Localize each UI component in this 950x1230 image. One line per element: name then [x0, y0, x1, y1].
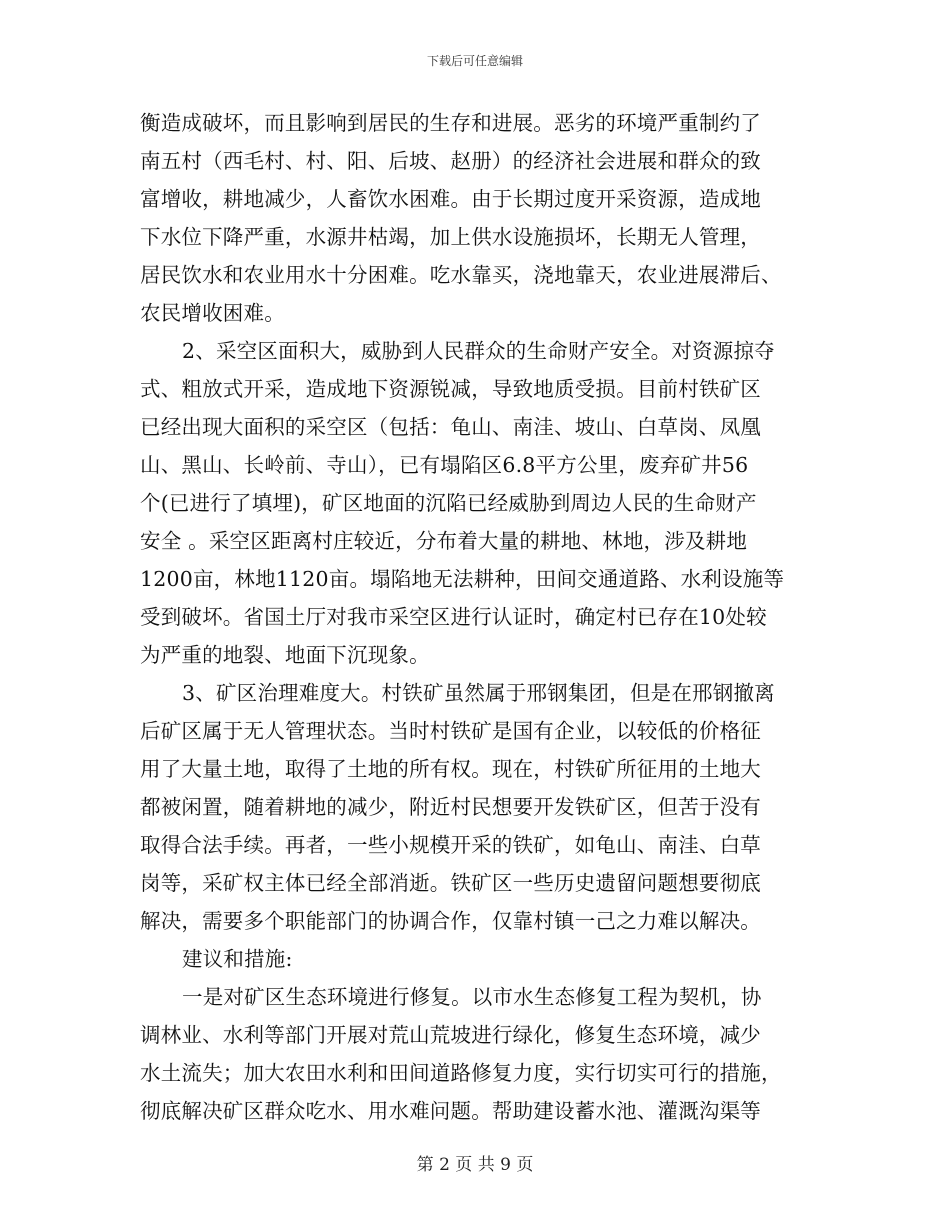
- text-line: 式、粗放式开采，造成地下资源锐减，导致地质受损。目前村铁矿区: [140, 377, 761, 401]
- text-line: 岗等，采矿权主体已经全部消逝。铁矿区一些历史遗留问题想要彻底: [140, 871, 761, 895]
- text-line: 居民饮水和农业用水十分困难。吃水靠买，浇地靠天，农业进展滞后、: [140, 263, 782, 287]
- text-line: 受到破坏。省国土厅对我市采空区进行认证时，确定村已存在10处较: [140, 605, 767, 629]
- text-line: 用了大量土地，取得了土地的所有权。现在，村铁矿所征用的土地大: [140, 757, 761, 781]
- text-line: 调林业、水利等部门开展对荒山荒坡进行绿化，修复生态环境，减少: [140, 1023, 761, 1047]
- section-heading: 建议和措施:: [182, 947, 293, 971]
- text-line: 农民增收困难。: [140, 301, 285, 325]
- document-body: [140, 104, 800, 1130]
- text-line: 为严重的地裂、地面下沉现象。: [140, 643, 430, 667]
- text-line: 解决，需要多个职能部门的协调合作，仅靠村镇一己之力难以解决。: [140, 909, 761, 933]
- text-line: 取得合法手续。再者，一些小规模开采的铁矿，如龟山、南洼、白草: [140, 833, 761, 857]
- text-line: 富增收，耕地减少，人畜饮水困难。由于长期过度开采资源，造成地: [140, 187, 761, 211]
- text-line: 后矿区属于无人管理状态。当时村铁矿是国有企业，以较低的价格征: [140, 719, 761, 743]
- paragraph-measure-1-start: 一是对矿区生态环境进行修复。以市水生态修复工程为契机，协: [182, 985, 762, 1009]
- text-line: 已经出现大面积的采空区（包括：龟山、南洼、坡山、白草岗、凤凰: [140, 415, 761, 439]
- paragraph-3-start: 3、矿区治理难度大。村铁矿虽然属于邢钢集团，但是在邢钢撤离: [182, 681, 775, 705]
- page-footer: 第 2 页 共 9 页: [416, 1155, 534, 1175]
- text-line: 安全 。采空区距离村庄较近，分布着大量的耕地、林地，涉及耕地: [140, 529, 748, 553]
- paragraph-2-start: 2、采空区面积大，威胁到人民群众的生命财产安全。对资源掠夺: [182, 339, 775, 363]
- text-line: 彻底解决矿区群众吃水、用水难问题。帮助建设蓄水池、灌溉沟渠等: [140, 1099, 761, 1123]
- text-line: 下水位下降严重，水源井枯竭，加上供水设施损坏，长期无人管理，: [140, 225, 761, 249]
- text-line: 南五村（西毛村、村、阳、后坡、赵册）的经济社会进展和群众的致: [140, 149, 761, 173]
- text-line: 1200亩，林地1120亩。塌陷地无法耕种，田间交通道路、水利设施等: [140, 567, 785, 591]
- page-header: 下载后可任意编辑: [426, 54, 523, 68]
- text-line: 都被闲置，随着耕地的减少，附近村民想要开发铁矿区，但苦于没有: [140, 795, 761, 819]
- text-line: 个(已进行了填埋)，矿区地面的沉陷已经威胁到周边人民的生命财产: [140, 491, 757, 515]
- text-line: 衡造成破坏，而且影响到居民的生存和进展。恶劣的环境严重制约了: [140, 111, 761, 135]
- text-line: 山、黑山、长岭前、寺山），已有塌陷区6.8平方公里，废弃矿井56: [140, 453, 749, 477]
- text-line: 水土流失；加大农田水利和田间道路修复力度，实行切实可行的措施，: [140, 1061, 782, 1085]
